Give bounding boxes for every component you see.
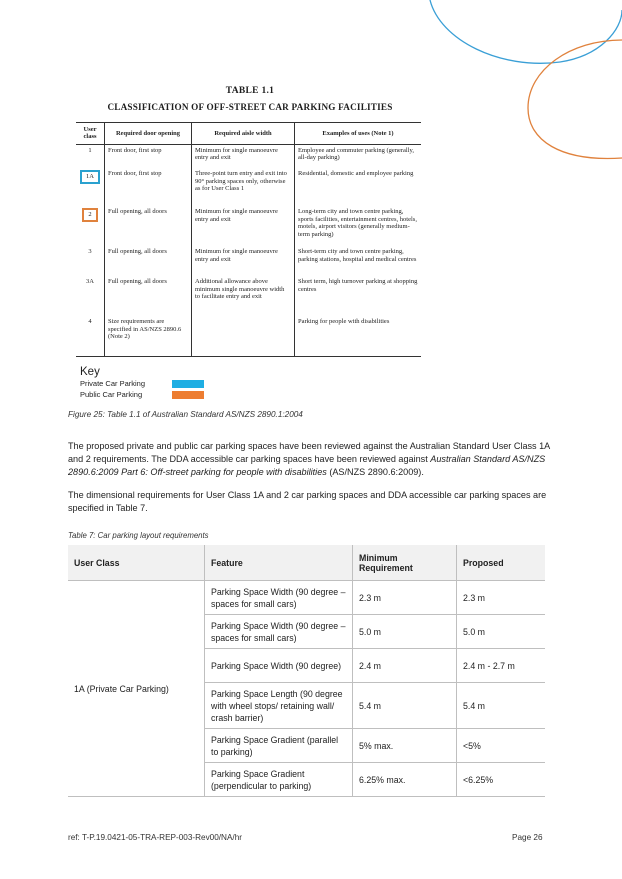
classification-row (76, 246, 421, 276)
key-title: Key (80, 366, 100, 378)
class-cell: 3A (76, 276, 105, 316)
class-cell: 3 (76, 246, 105, 276)
classification-row (76, 276, 421, 316)
footer-reference: ref: T-P.19.0421-05-TRA-REP-003-Rev00/NA/hr (68, 833, 242, 842)
header-aisle-width: Required aisle width (192, 123, 295, 145)
classification-row (76, 316, 421, 356)
figure-title: TABLE 1.1 (225, 86, 275, 96)
table-row (68, 581, 545, 615)
highlight-box-blue: 1A (80, 170, 100, 183)
blue-arc (430, 0, 622, 63)
uses-cell: Long-term city and town centre parking, sports facilities, entertainment centres, hotels, motels, airport visitors (generally medium-term parking) (298, 208, 417, 238)
uses-cell: Short term, high turnover parking at shopping centres (298, 278, 418, 293)
aisle-cell: Additional allowance above minimum single manoeuvre width to facilitate entry and exit (192, 276, 295, 316)
header-user-class: User class (76, 123, 105, 145)
key-item-private (80, 378, 204, 389)
class-cell-highlighted (76, 206, 105, 246)
classification-row (76, 206, 421, 246)
proposed-cell: 5.4 m (457, 683, 546, 729)
standard-title: Australian Standard AS/NZS 2890.6:2009 Part 6: Off-street parking for people with disabilities (68, 454, 546, 477)
uses-cell: Parking for people with disabilities (295, 316, 422, 356)
class-cell: 1 (76, 144, 105, 168)
feature-cell: Parking Space Width (90 degree – spaces for small cars) (205, 615, 353, 649)
aisle-cell: Three-point turn entry and exit into 90° parking spaces only, otherwise as for User Class 1 (192, 168, 295, 206)
aisle-cell: Minimum for single manoeuvre entry and exit (192, 246, 295, 276)
proposed-cell: <6.25% (457, 763, 546, 797)
door-cell: Size requirements are specified in AS/NZS 2890.6 (Note 2) (105, 316, 192, 356)
header-feature: Feature (205, 545, 353, 581)
proposed-cell: <5% (457, 729, 546, 763)
classification-table (76, 122, 421, 357)
door-cell: Full opening, all doors (105, 276, 192, 316)
page-number: Page 26 (512, 833, 543, 842)
layout-requirements-table (68, 545, 545, 797)
orange-arc (528, 40, 622, 158)
classification-row (76, 144, 421, 168)
minimum-cell: 5.0 m (353, 615, 457, 649)
table-caption: Table 7: Car parking layout requirements (68, 531, 209, 540)
legend-key (80, 366, 204, 400)
minimum-cell: 6.25% max. (353, 763, 457, 797)
figure-caption: Figure 25: Table 1.1 of Australian Standard AS/NZS 2890.1:2004 (68, 410, 303, 419)
class-cell-highlighted (76, 168, 105, 206)
feature-cell: Parking Space Width (90 degree) (205, 649, 353, 683)
proposed-cell: 2.4 m - 2.7 m (457, 649, 546, 683)
swatch-orange (172, 391, 204, 399)
header-minimum: Minimum Requirement (353, 545, 457, 581)
figure-subtitle: CLASSIFICATION OF OFF-STREET CAR PARKING FACILITIES (107, 102, 393, 112)
door-cell: Front door, first stop (105, 168, 192, 206)
figure-heading (74, 86, 426, 112)
key-label: Private Car Parking (80, 379, 146, 388)
aisle-cell (192, 316, 295, 356)
feature-cell: Parking Space Gradient (perpendicular to parking) (205, 763, 353, 797)
aisle-cell: Minimum for single manoeuvre entry and exit (192, 144, 295, 168)
table-header-row (68, 545, 545, 581)
header-examples: Examples of uses (Note 1) (295, 123, 422, 145)
minimum-cell: 2.3 m (353, 581, 457, 615)
door-cell: Full opening, all doors (105, 246, 192, 276)
key-item-public (80, 389, 204, 400)
uses-cell: Short-term city and town centre parking, parking stations, hospital and medical centres (298, 248, 417, 263)
swatch-blue (172, 380, 204, 388)
door-cell: Front door, first stop (105, 144, 192, 168)
feature-cell: Parking Space Width (90 degree – spaces for small cars) (205, 581, 353, 615)
key-label: Public Car Parking (80, 390, 143, 399)
uses-cell: Employee and commuter parking (generally, all-day parking) (298, 146, 414, 162)
class-cell: 4 (76, 316, 105, 356)
paragraph-dimensions: The dimensional requirements for User Class 1A and 2 car parking spaces and DDA accessible car parking spaces are specified in Table 7. (68, 490, 547, 513)
minimum-cell: 5% max. (353, 729, 457, 763)
highlight-box-orange: 2 (82, 208, 97, 221)
classification-header-row (76, 123, 421, 145)
classification-row (76, 168, 421, 206)
proposed-cell: 5.0 m (457, 615, 546, 649)
user-class-group: 1A (Private Car Parking) (68, 581, 205, 797)
aisle-cell: Minimum for single manoeuvre entry and exit (192, 206, 295, 246)
minimum-cell: 2.4 m (353, 649, 457, 683)
minimum-cell: 5.4 m (353, 683, 457, 729)
proposed-cell: 2.3 m (457, 581, 546, 615)
header-user-class: User Class (68, 545, 205, 581)
paragraph-review (68, 440, 552, 479)
feature-cell: Parking Space Length (90 degree with wheel stops/ retaining wall/ crash barrier) (205, 683, 353, 729)
door-cell: Full opening, all doors (105, 206, 192, 246)
paragraph-text: (AS/NZS 2890.6:2009). (326, 467, 424, 477)
feature-cell: Parking Space Gradient (parallel to parking) (205, 729, 353, 763)
uses-cell: Residential, domestic and employee parking (298, 170, 414, 178)
header-proposed: Proposed (457, 545, 546, 581)
header-door-opening: Required door opening (105, 123, 192, 145)
paragraph-text: The proposed private and public car parking spaces have been reviewed against the Australian Standard User Class 1A and 2 requirements. The DDA accessible car parking spaces have been reviewed against (68, 441, 550, 464)
